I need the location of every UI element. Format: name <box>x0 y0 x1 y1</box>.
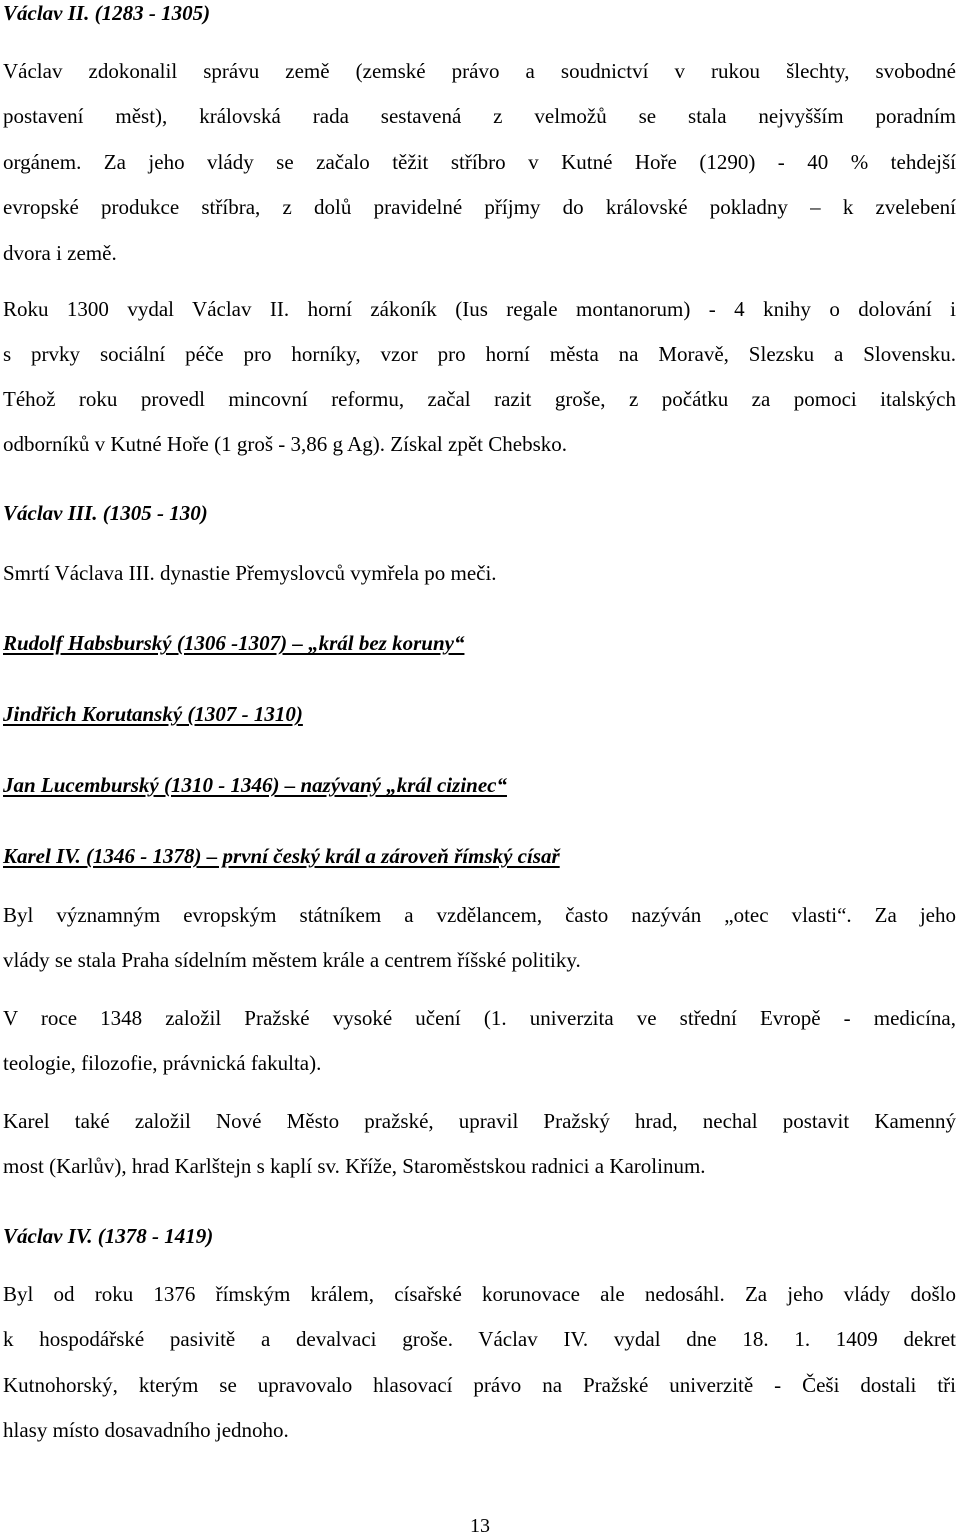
paragraph-line: V roce 1348 založil Pražské vysoké učení (1. univerzita ve střední Evropě - medicína, <box>3 1006 956 1030</box>
paragraph-line: vlády se stala Praha sídelním městem krále a centrem říšské politiky. <box>3 948 581 972</box>
heading-rudolf-habsbursky: Rudolf Habsburský (1306 -1307) – „král bez koruny“ <box>3 631 465 655</box>
paragraph-line: Kutnohorský, kterým se upravovalo hlasovací právo na Pražské univerzitě - Češi dostali tři <box>3 1373 956 1397</box>
paragraph-line: Karel také založil Nové Město pražské, upravil Pražský hrad, nechal postavit Kamenný <box>3 1109 956 1133</box>
paragraph-line: Roku 1300 vydal Václav II. horní zákoník (Ius regale montanorum) - 4 knihy o dolování i <box>3 297 956 321</box>
paragraph-line: s prvky sociální péče pro horníky, vzor pro horní města na Moravě, Slezsku a Slovensku. <box>3 342 956 366</box>
paragraph-line: Téhož roku provedl mincovní reformu, začal razit groše, z počátku za pomoci italských <box>3 387 956 411</box>
heading-karel-iv: Karel IV. (1346 - 1378) – první český král a zároveň římský císař <box>3 844 560 868</box>
paragraph-line: k hospodářské pasivitě a devalvaci groše. Václav IV. vydal dne 18. 1. 1409 dekret <box>3 1327 956 1351</box>
heading-vaclav-iii: Václav III. (1305 - 130) <box>3 501 208 525</box>
heading-vaclav-ii: Václav II. (1283 - 1305) <box>3 1 211 25</box>
heading-jan-lucembursky: Jan Lucemburský (1310 - 1346) – nazývaný „král cizinec“ <box>3 773 507 797</box>
paragraph-line: Smrtí Václava III. dynastie Přemyslovců vymřela po meči. <box>3 561 497 585</box>
heading-jindrich-korutansky: Jindřich Korutanský (1307 - 1310) <box>3 702 303 726</box>
paragraph-line: Václav zdokonalil správu země (zemské právo a soudnictví v rukou šlechty, svobodné <box>3 59 956 83</box>
paragraph-line: orgánem. Za jeho vlády se začalo těžit stříbro v Kutné Hoře (1290) - 40 % tehdejší <box>3 150 956 174</box>
heading-vaclav-iv: Václav IV. (1378 - 1419) <box>3 1224 214 1248</box>
paragraph-line: evropské produkce stříbra, z dolů pravidelné příjmy do královské pokladny – k zvelebení <box>3 195 956 219</box>
paragraph-line: postavení měst), královská rada sestavená z velmožů se stala nejvyšším poradním <box>3 104 956 128</box>
paragraph-line: teologie, filozofie, právnická fakulta). <box>3 1051 322 1075</box>
paragraph-line: Byl významným evropským státníkem a vzdělancem, často nazýván „otec vlasti“. Za jeho <box>3 903 956 927</box>
paragraph-line: dvora i země. <box>3 241 117 265</box>
paragraph-line: Byl od roku 1376 římským králem, císařské korunovace ale nedosáhl. Za jeho vlády došlo <box>3 1282 956 1306</box>
paragraph-line: most (Karlův), hrad Karlštejn s kaplí sv. Kříže, Staroměstskou radnici a Karolinum. <box>3 1154 706 1178</box>
paragraph-line: odborníků v Kutné Hoře (1 groš - 3,86 g Ag). Získal zpět Chebsko. <box>3 432 567 456</box>
page-number: 13 <box>470 1515 490 1537</box>
paragraph-line: hlasy místo dosavadního jednoho. <box>3 1418 289 1442</box>
